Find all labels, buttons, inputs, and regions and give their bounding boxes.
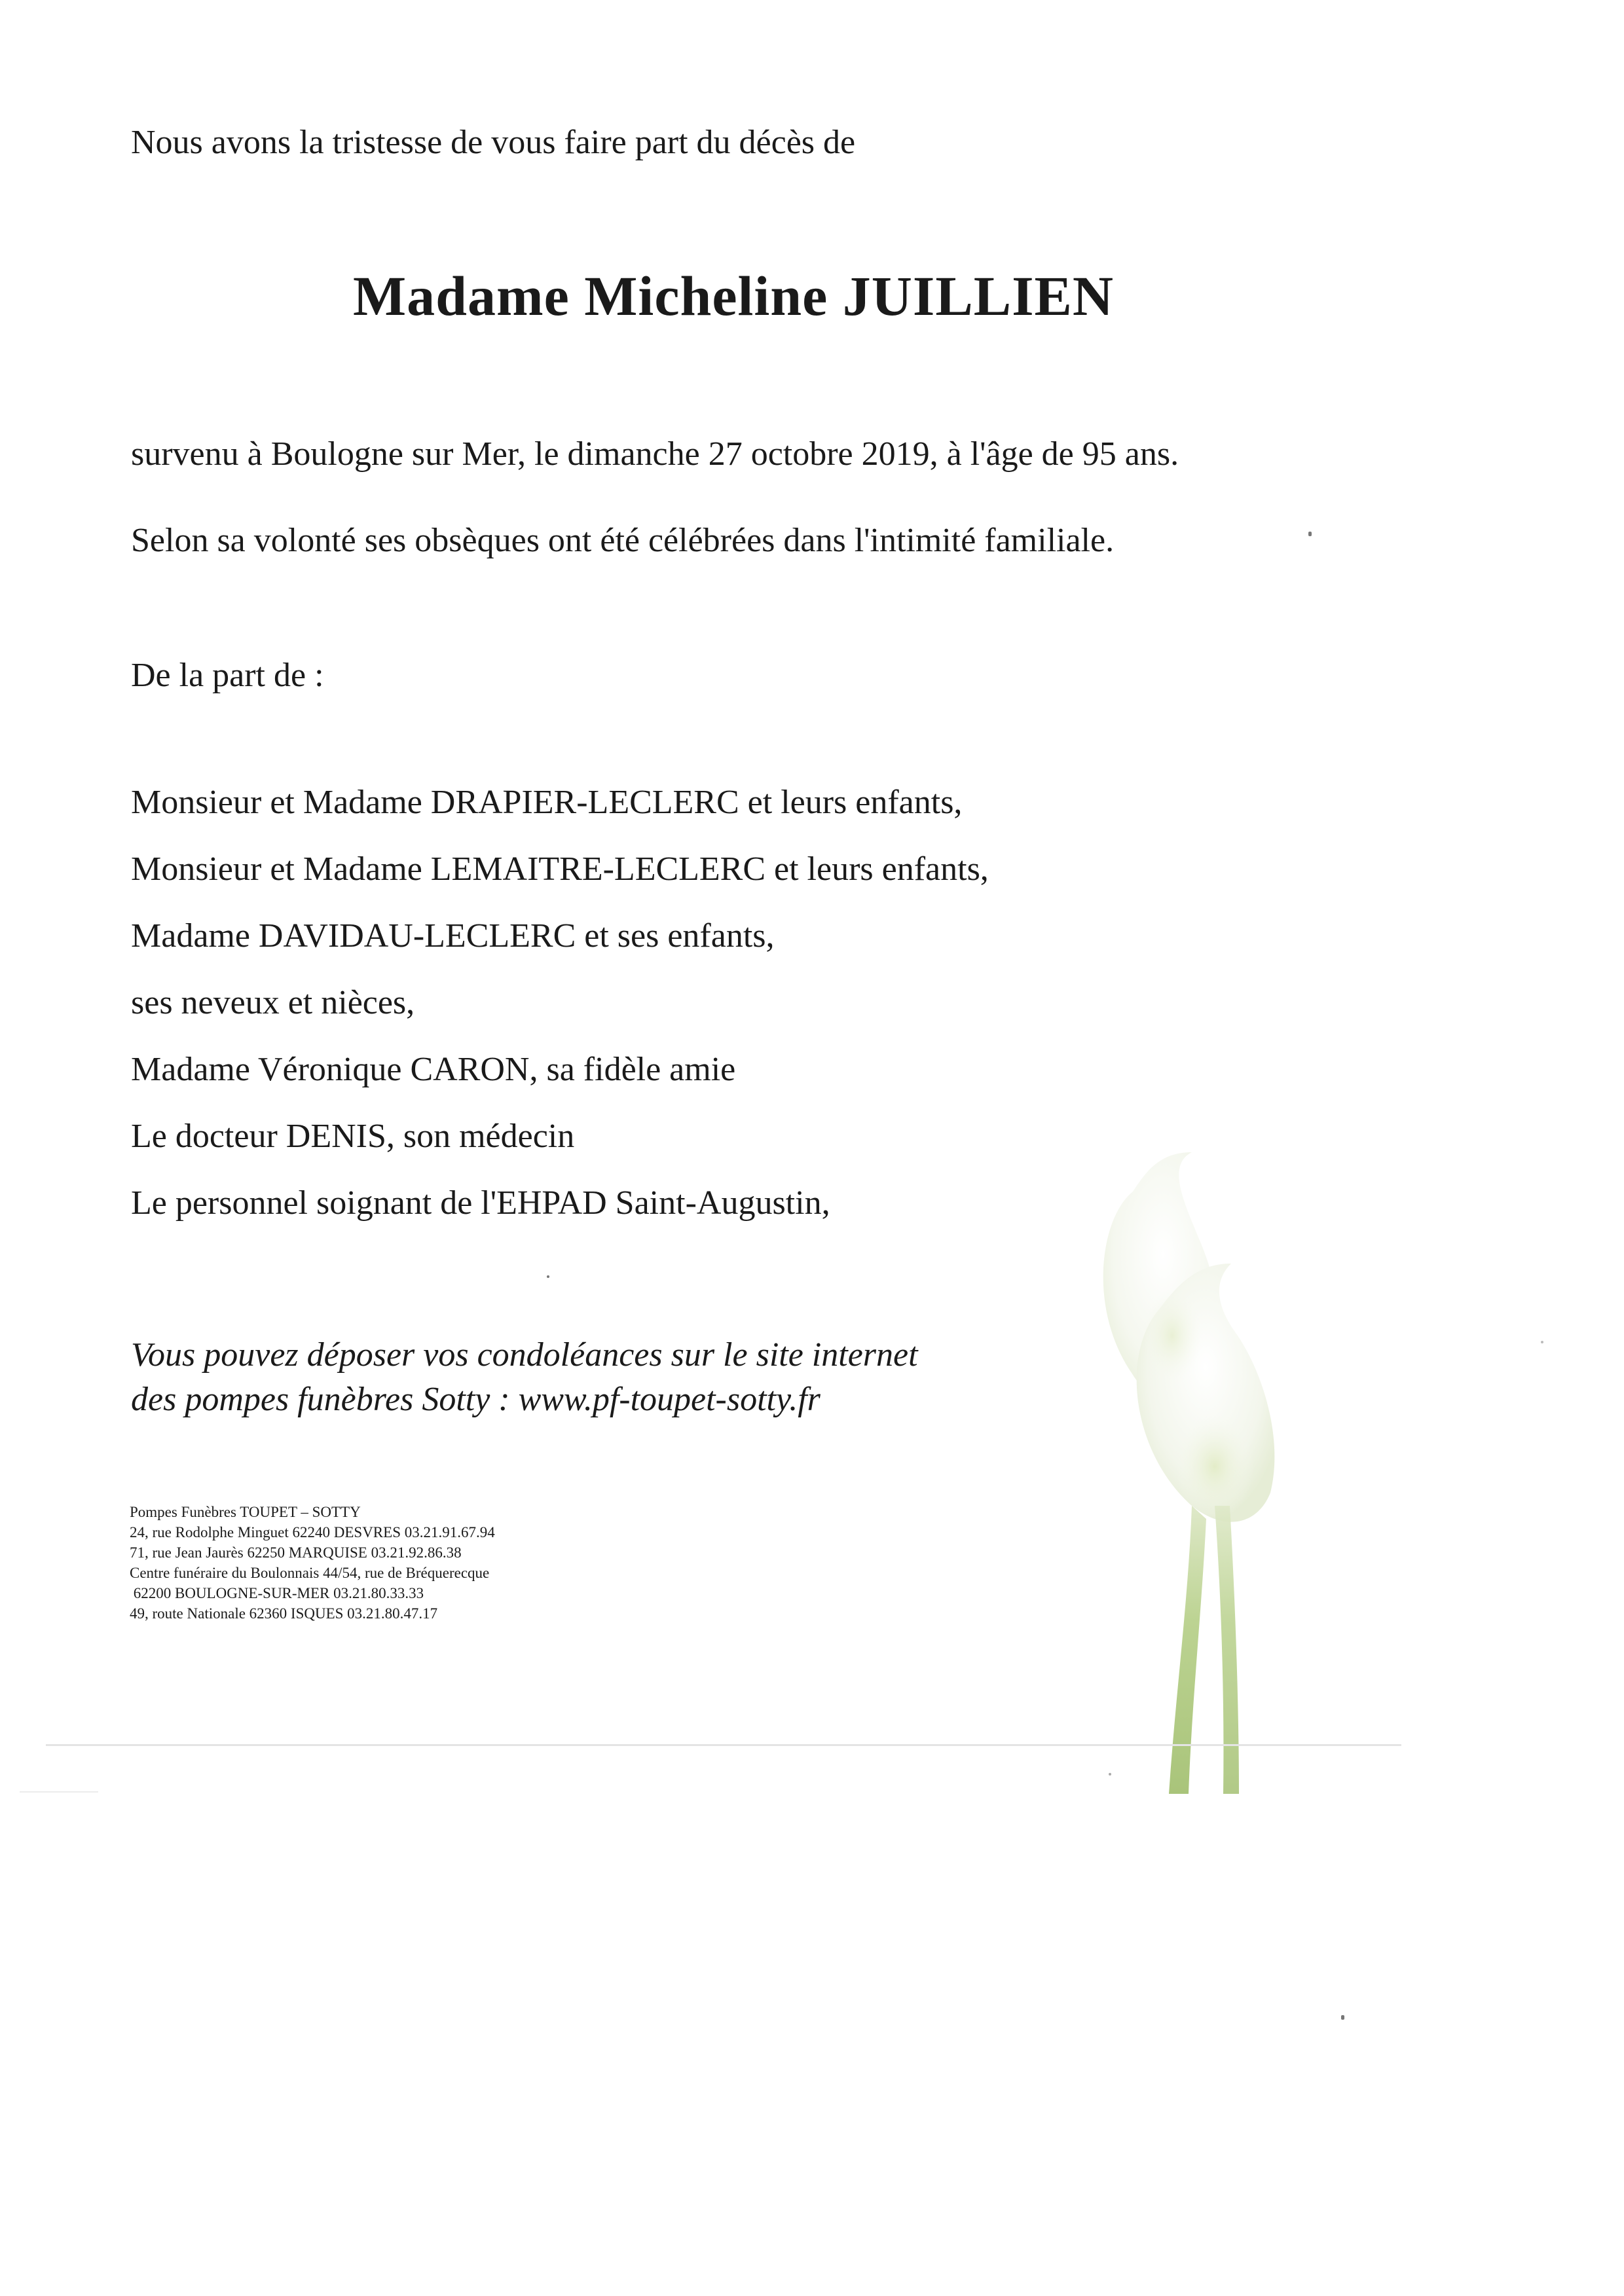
family-line: Monsieur et Madame LEMAITRE-LECLERC et leurs enfants, (131, 850, 989, 888)
family-line: Monsieur et Madame DRAPIER-LECLERC et leurs enfants, (131, 784, 963, 821)
deceased-name: Madame Micheline JUILLIEN (352, 264, 1115, 327)
family-line: ses neveux et nièces, (131, 984, 415, 1021)
from-label: De la part de : (131, 657, 324, 694)
family-line: Le personnel soignant de l'EHPAD Saint-Augustin, (131, 1184, 830, 1222)
divider-line-short (20, 1791, 98, 1793)
family-line: Madame Véronique CARON, sa fidèle amie (131, 1051, 736, 1088)
funeral-home-address-line: 49, route Nationale 62360 ISQUES 03.21.80.47.17 (130, 1605, 438, 1622)
scan-speck (1308, 532, 1312, 536)
intro-text: Nous avons la tristesse de vous faire part du décès de (131, 124, 856, 161)
family-line: Madame DAVIDAU-LECLERC et ses enfants, (131, 917, 775, 955)
condolences-line-2: des pompes funèbres Sotty : www.pf-toupet-sotty.fr (131, 1381, 821, 1418)
funeral-home-address (130, 1502, 495, 1624)
funeral-home-address-line: Centre funéraire du Boulonnais 44/54, rue de Bréquerecque (130, 1565, 490, 1581)
funeral-home-address-line: 24, rue Rodolphe Minguet 62240 DESVRES 03.21.91.67.94 (130, 1524, 495, 1540)
family-line: Le docteur DENIS, son médecin (131, 1118, 575, 1155)
funeral-home-address-line: 71, rue Jean Jaurès 62250 MARQUISE 03.21.92.86.38 (130, 1544, 462, 1561)
scan-speck (1541, 1341, 1543, 1343)
ceremony-notice: Selon sa volonté ses obsèques ont été célébrées dans l'intimité familiale. (131, 522, 1115, 559)
scan-speck (1109, 1773, 1111, 1776)
funeral-home-address-line: 62200 BOULOGNE-SUR-MER 03.21.80.33.33 (130, 1585, 424, 1601)
funeral-home-name: Pompes Funèbres TOUPET – SOTTY (130, 1504, 361, 1520)
divider-line (46, 1744, 1401, 1746)
condolences-line-1: Vous pouvez déposer vos condoléances sur le site internet (131, 1336, 918, 1374)
calla-lily-flowers (1061, 1139, 1349, 1794)
scan-speck (547, 1275, 549, 1278)
scan-speck (1341, 2015, 1344, 2020)
death-notice: survenu à Boulogne sur Mer, le dimanche 27 octobre 2019, à l'âge de 95 ans. (131, 435, 1179, 473)
